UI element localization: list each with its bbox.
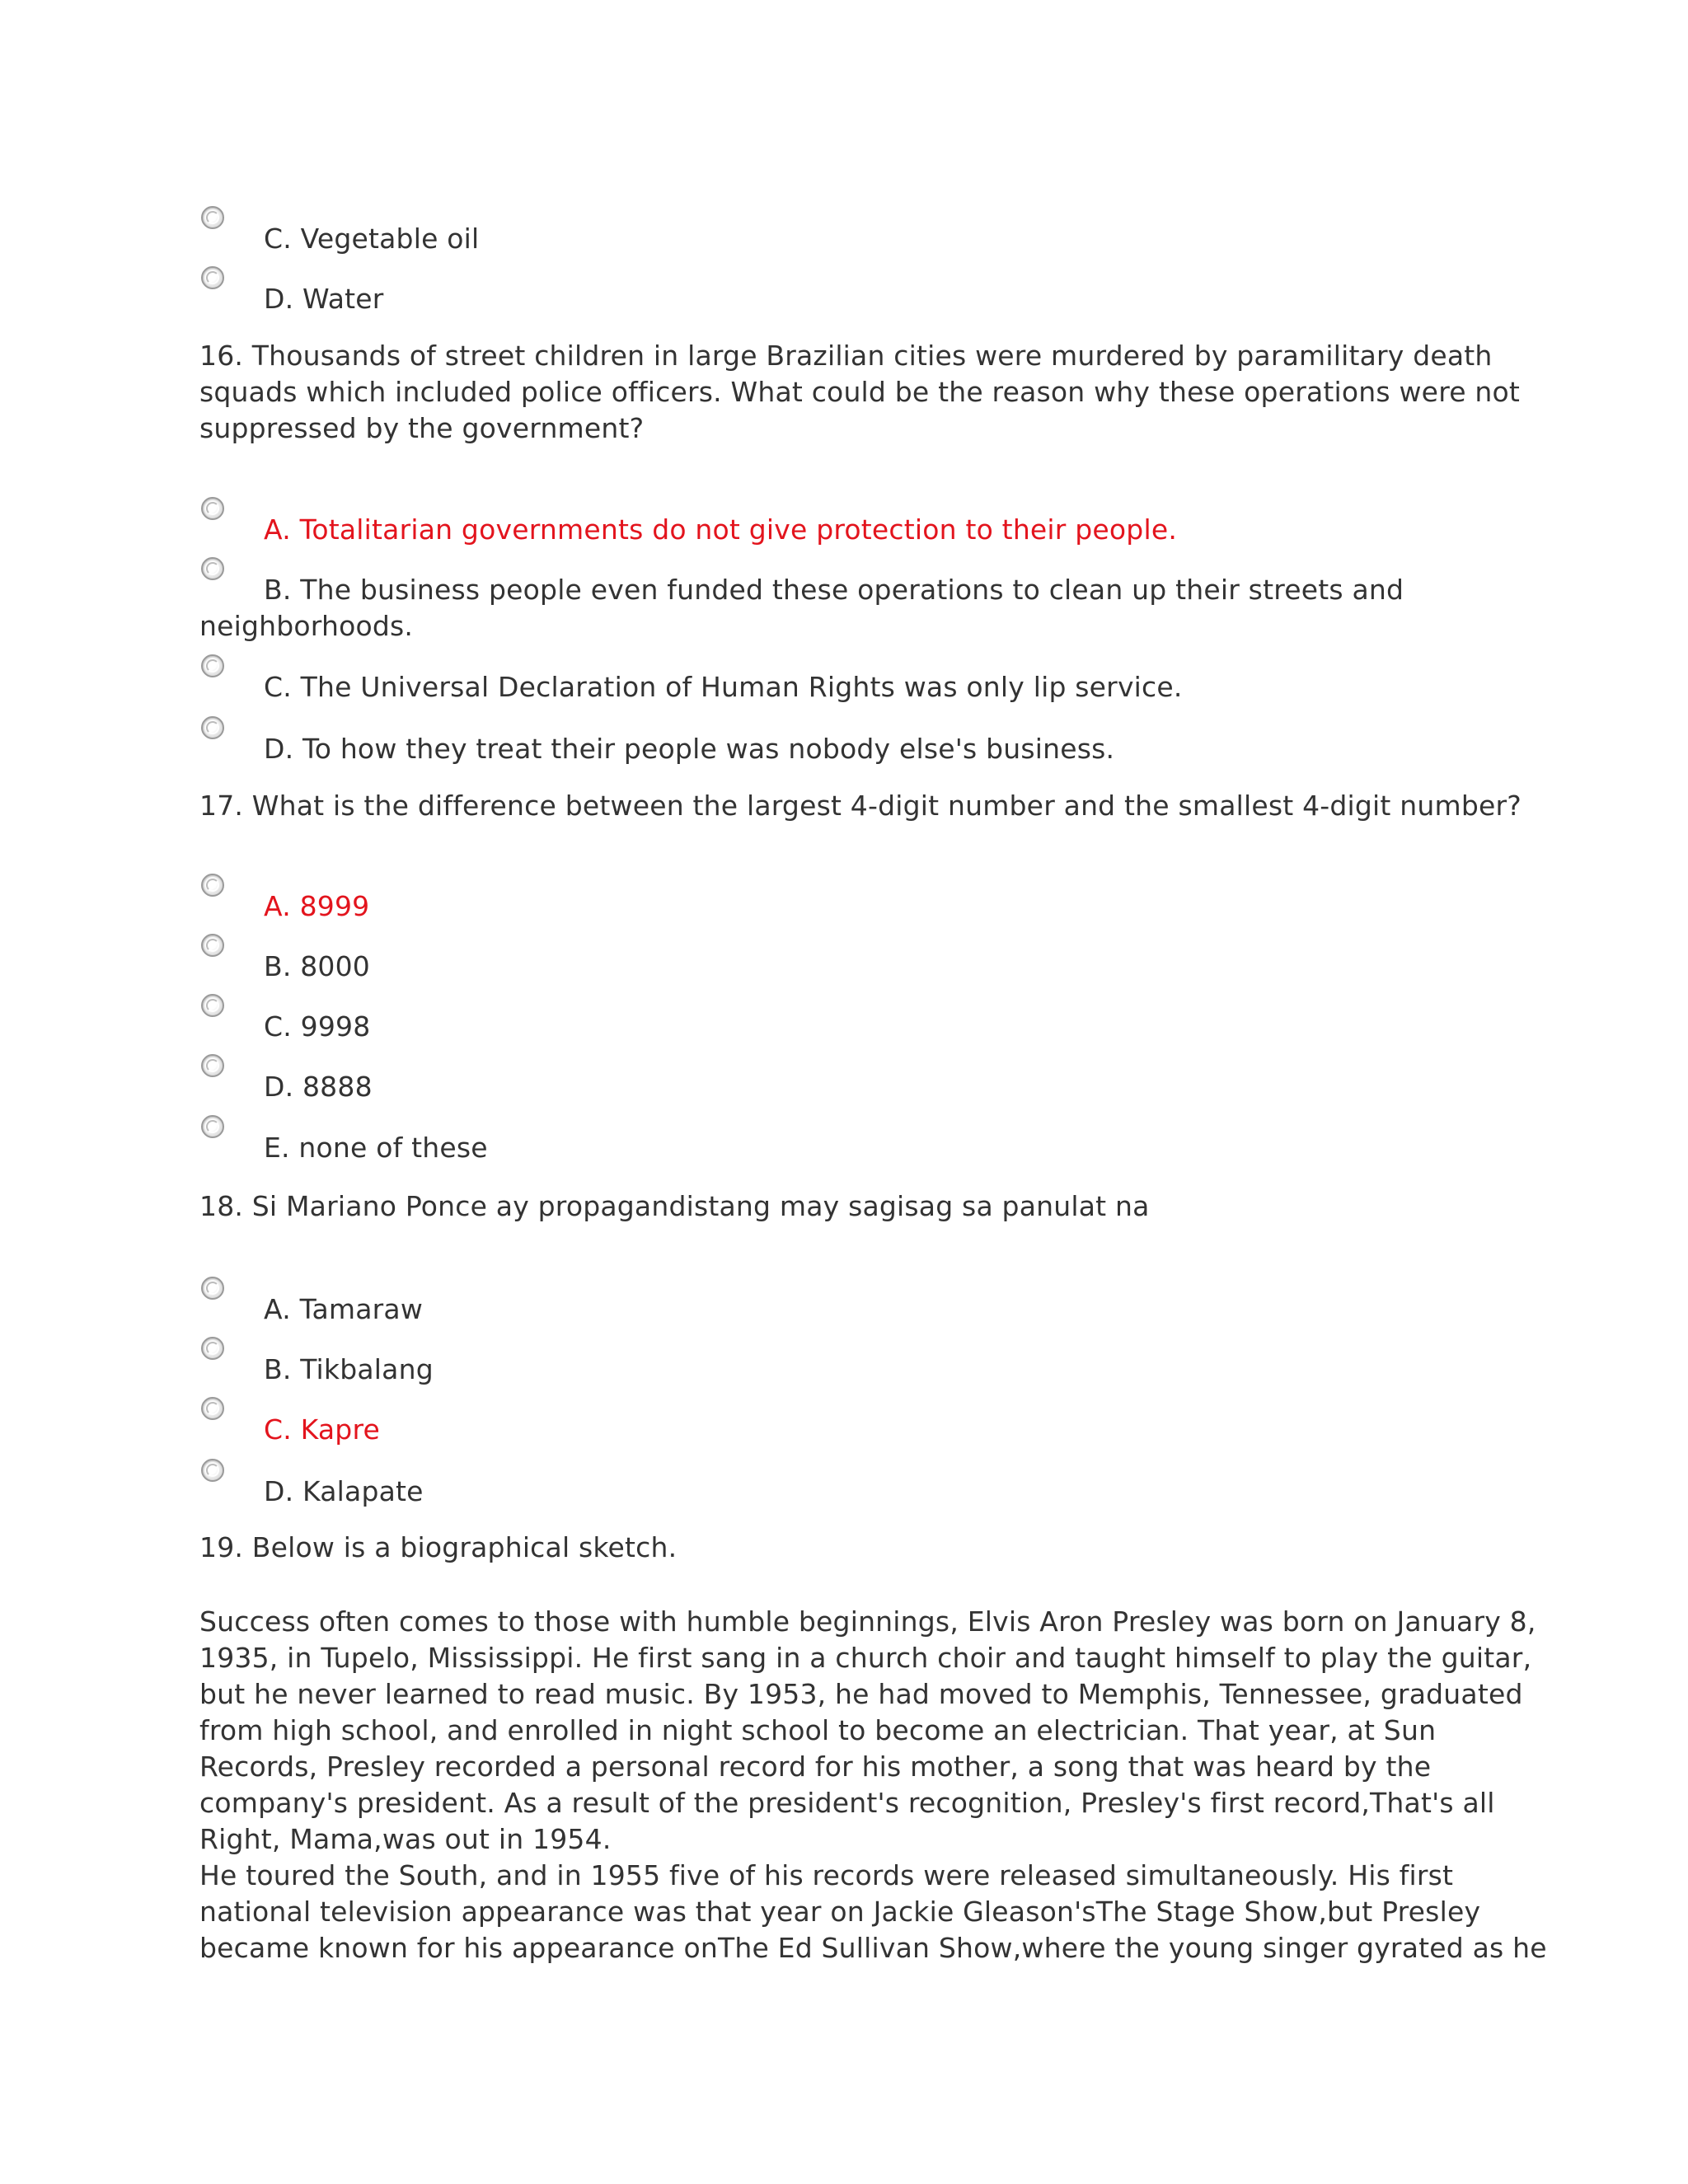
q17-option-d-label: D. 8888	[264, 1071, 373, 1103]
q19-passage-line-5: Records, Presley recorded a personal record for his mother, a song that was heard by the	[199, 1750, 1432, 1783]
radio-button-icon[interactable]	[201, 1337, 224, 1360]
q19-passage-line-6: company's president. As a result of the president's recognition, Presley's first record,That's all	[199, 1787, 1495, 1819]
q19-passage-line-3: but he never learned to read music. By 1953, he had moved to Memphis, Tennessee, graduated	[199, 1678, 1523, 1710]
radio-button-icon[interactable]	[201, 1397, 224, 1420]
q18-option-a[interactable]	[199, 1277, 1518, 1326]
q18-option-b[interactable]	[199, 1337, 1518, 1386]
radio-button-icon[interactable]	[201, 874, 224, 897]
q18-option-d[interactable]	[199, 1459, 1518, 1508]
q17-option-b[interactable]	[199, 934, 1518, 983]
q19-passage-line-10: became known for his appearance onThe Ed Sullivan Show,where the young singer gyrated as he	[199, 1932, 1547, 1964]
radio-button-icon[interactable]	[201, 206, 224, 229]
q17-option-c[interactable]	[199, 994, 1518, 1043]
radio-button-icon[interactable]	[201, 934, 224, 957]
q19-passage-line-2: 1935, in Tupelo, Mississippi. He first sang in a church choir and taught himself to play the guitar,	[199, 1642, 1532, 1674]
q16-option-a-label: A. Totalitarian governments do not give protection to their people.	[264, 513, 1178, 546]
q17-option-e-label: E. none of these	[264, 1132, 488, 1164]
q17-option-a[interactable]	[199, 874, 1518, 923]
radio-button-icon[interactable]	[201, 1054, 224, 1077]
q18-stem: 18. Si Mariano Ponce ay propagandistang may sagisag sa panulat na	[199, 1190, 1150, 1222]
q17-stem: 17. What is the difference between the largest 4-digit number and the smallest 4-digit number?	[199, 790, 1522, 822]
q17-option-b-label: B. 8000	[264, 950, 371, 982]
q16-option-b-continuation: neighborhoods.	[199, 610, 414, 642]
q19-passage-line-4: from high school, and enrolled in night school to become an electrician. That year, at Sun	[199, 1714, 1437, 1746]
radio-button-icon[interactable]	[201, 716, 224, 739]
q15-option-c-label: C. Vegetable oil	[264, 223, 480, 255]
q15-option-d[interactable]	[199, 266, 1518, 316]
q15-option-d-label: D. Water	[264, 283, 384, 315]
q18-option-c[interactable]	[199, 1397, 1518, 1446]
q15-option-c[interactable]	[199, 206, 1518, 255]
radio-button-icon[interactable]	[201, 1459, 224, 1482]
q16-option-b[interactable]	[199, 557, 1518, 607]
q16-option-b-label: B. The business people even funded these operations to clean up their streets and	[264, 574, 1404, 606]
radio-button-icon[interactable]	[201, 497, 224, 520]
q18-option-a-label: A. Tamaraw	[264, 1293, 424, 1325]
radio-button-icon[interactable]	[201, 557, 224, 580]
radio-button-icon[interactable]	[201, 266, 224, 289]
radio-button-icon[interactable]	[201, 654, 224, 677]
q18-option-b-label: B. Tikbalang	[264, 1353, 434, 1385]
q16-option-a[interactable]	[199, 497, 1518, 546]
q19-passage-line-7: Right, Mama,was out in 1954.	[199, 1823, 612, 1855]
q16-option-d[interactable]	[199, 716, 1518, 766]
q19-passage-line-8: He toured the South, and in 1955 five of his records were released simultaneously. His first	[199, 1859, 1454, 1891]
q19-passage-line-9: national television appearance was that year on Jackie Gleason'sThe Stage Show,but Presley	[199, 1896, 1481, 1928]
q16-option-c-label: C. The Universal Declaration of Human Rights was only lip service.	[264, 671, 1183, 703]
q17-option-d[interactable]	[199, 1054, 1518, 1104]
q16-stem-line-1: 16. Thousands of street children in large Brazilian cities were murdered by paramilitary death	[199, 340, 1493, 372]
q17-option-e[interactable]	[199, 1115, 1518, 1165]
q17-option-c-label: C. 9998	[264, 1010, 371, 1043]
radio-button-icon[interactable]	[201, 994, 224, 1017]
q19-stem: 19. Below is a biographical sketch.	[199, 1531, 678, 1563]
q16-option-d-label: D. To how they treat their people was nobody else's business.	[264, 733, 1115, 765]
q17-option-a-label: A. 8999	[264, 890, 370, 922]
q18-option-d-label: D. Kalapate	[264, 1475, 424, 1507]
q19-passage-line-1: Success often comes to those with humble beginnings, Elvis Aron Presley was born on January 8,	[199, 1605, 1536, 1638]
q16-stem-line-3: suppressed by the government?	[199, 412, 645, 444]
q16-stem-line-2: squads which included police officers. What could be the reason why these operations were not	[199, 376, 1521, 408]
q16-option-c[interactable]	[199, 654, 1518, 704]
radio-button-icon[interactable]	[201, 1115, 224, 1138]
q18-option-c-label: C. Kapre	[264, 1413, 380, 1446]
radio-button-icon[interactable]	[201, 1277, 224, 1300]
